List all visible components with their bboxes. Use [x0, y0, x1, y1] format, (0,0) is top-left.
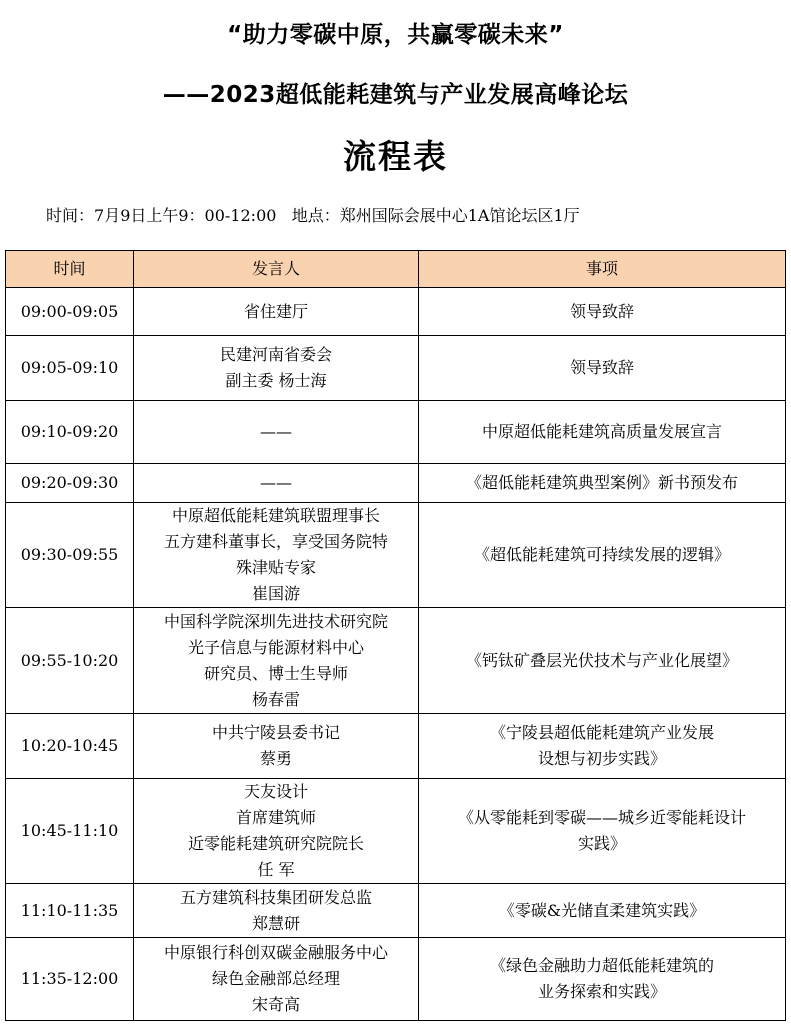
speaker-line: 郑慧研	[251, 913, 300, 933]
speaker-line: 省住建厅	[243, 301, 308, 321]
speaker-cell	[134, 714, 419, 779]
speaker-line: 蔡勇	[259, 749, 292, 768]
table-row	[6, 401, 786, 464]
table-row	[6, 288, 786, 336]
table-row	[6, 884, 786, 938]
speaker-line: 中原银行科创双碳金融服务中心	[163, 943, 388, 962]
topic-line: 领导致辞	[569, 358, 634, 377]
time-cell: 09:30-09:55	[6, 503, 134, 608]
table-header-row	[6, 251, 786, 288]
topic-line: 《超低能耗建筑可持续发展的逻辑》	[473, 545, 730, 564]
table-row	[6, 938, 786, 1021]
topic-line: 《宁陵县超低能耗建筑产业发展	[489, 723, 714, 742]
schedule-table	[5, 250, 786, 1021]
page-title: 流程表	[343, 137, 448, 176]
speaker-cell	[134, 779, 419, 884]
table-row	[6, 608, 786, 714]
forum-slogan: “助力零碳中原，共赢零碳未来”	[227, 22, 564, 48]
speaker-cell	[134, 608, 419, 714]
speaker-line: 光子信息与能源材料中心	[187, 637, 364, 657]
speaker-line: 民建河南省委会	[219, 345, 332, 364]
topic-cell	[419, 464, 786, 503]
speaker-line: 杨春雷	[251, 689, 300, 709]
speaker-line: ——	[260, 473, 292, 492]
topic-cell	[419, 401, 786, 464]
topic-line: 《从零能耗到零碳——城乡近零能耗设计	[457, 808, 746, 827]
time-cell: 09:00-09:05	[6, 288, 134, 336]
time-label: 时间：	[46, 206, 95, 225]
topic-cell	[419, 884, 786, 938]
speaker-line: 中原超低能耗建筑联盟理事长	[171, 506, 380, 525]
time-value: 7月9日上午9：00-12:00	[94, 206, 277, 225]
time-cell: 09:05-09:10	[6, 336, 134, 401]
speaker-line: 任 军	[257, 860, 295, 879]
speaker-line: 殊津贴专家	[235, 558, 316, 577]
speaker-cell	[134, 401, 419, 464]
time-cell: 09:55-10:20	[6, 608, 134, 714]
speaker-cell	[134, 938, 419, 1021]
table-row	[6, 336, 786, 401]
speaker-line: 研究员、博士生导师	[203, 663, 348, 683]
time-cell: 09:10-09:20	[6, 401, 134, 464]
speaker-line: 崔国游	[251, 584, 300, 603]
speaker-cell	[134, 288, 419, 336]
place-value: 郑州国际会展中心1A馆论坛区1厅	[339, 206, 580, 225]
speaker-cell	[134, 884, 419, 938]
speaker-cell	[134, 336, 419, 401]
forum-name: ——2023超低能耗建筑与产业发展高峰论坛	[162, 82, 629, 108]
topic-line: 《超低能耗建筑典型案例》新书预发布	[465, 473, 738, 492]
place-label: 地点：	[291, 206, 340, 225]
time-cell: 10:45-11:10	[6, 779, 134, 884]
topic-line: 中原超低能耗建筑高质量发展宣言	[481, 422, 722, 441]
topic-cell	[419, 288, 786, 336]
speaker-line: 近零能耗建筑研究院院长	[187, 834, 364, 853]
topic-line: 业务探索和实践》	[537, 982, 666, 1001]
speaker-line: 绿色金融部总经理	[211, 969, 340, 988]
table-row	[6, 779, 786, 884]
topic-line: 《绿色金融助力超低能耗建筑的	[489, 956, 714, 975]
table-row	[6, 503, 786, 608]
column-header-topic: 事项	[419, 251, 786, 288]
topic-line: 领导致辞	[569, 301, 634, 321]
topic-cell	[419, 714, 786, 779]
column-header-time: 时间	[6, 251, 134, 288]
speaker-line: 五方建筑科技集团研发总监	[179, 887, 372, 907]
speaker-line: 天友设计	[243, 782, 308, 801]
speaker-line: 五方建科董事长，享受国务院特	[163, 532, 388, 551]
speaker-cell	[134, 503, 419, 608]
speaker-line: 中国科学院深圳先进技术研究院	[163, 611, 388, 631]
time-cell: 10:20-10:45	[6, 714, 134, 779]
topic-line: 《钙钛矿叠层光伏技术与产业化展望》	[465, 650, 738, 670]
column-header-speaker: 发言人	[134, 251, 419, 288]
topic-line: 实践》	[577, 834, 626, 853]
speaker-line: 宋奇高	[251, 995, 300, 1014]
topic-line: 《零碳&光储直柔建筑实践》	[498, 900, 706, 920]
speaker-line: ——	[260, 422, 292, 441]
topic-cell	[419, 608, 786, 714]
table-row	[6, 464, 786, 503]
topic-line: 设想与初步实践》	[537, 749, 666, 768]
topic-cell	[419, 336, 786, 401]
time-cell: 09:20-09:30	[6, 464, 134, 503]
event-meta	[46, 203, 580, 226]
speaker-cell	[134, 464, 419, 503]
topic-cell	[419, 779, 786, 884]
time-cell: 11:10-11:35	[6, 884, 134, 938]
speaker-line: 首席建筑师	[235, 808, 316, 827]
topic-cell	[419, 503, 786, 608]
time-cell: 11:35-12:00	[6, 938, 134, 1021]
speaker-line: 副主委 杨士海	[225, 371, 327, 390]
topic-cell	[419, 938, 786, 1021]
table-row	[6, 714, 786, 779]
speaker-line: 中共宁陵县委书记	[211, 723, 340, 742]
